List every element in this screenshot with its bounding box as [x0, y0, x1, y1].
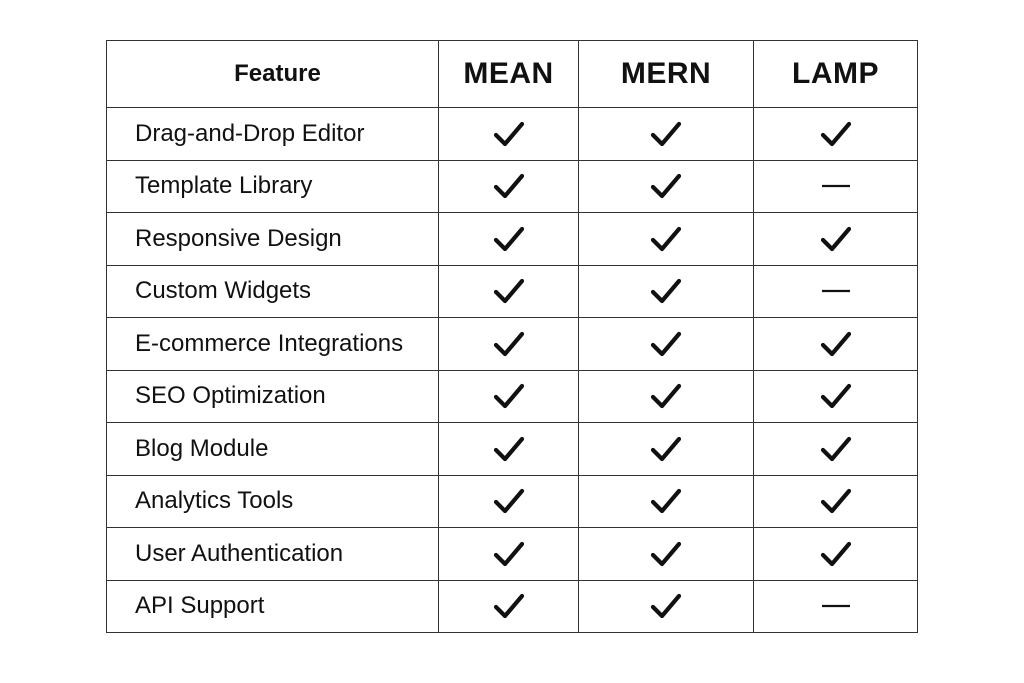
mern-support-cell: [579, 265, 754, 318]
mern-support-cell: [579, 160, 754, 213]
checkmark-icon: [649, 329, 683, 359]
mean-support-cell: [439, 528, 579, 581]
mern-support-cell: [579, 318, 754, 371]
mean-support-cell: [439, 160, 579, 213]
mern-support-cell: [579, 528, 754, 581]
checkmark-icon: [649, 591, 683, 621]
mern-support-cell: [579, 475, 754, 528]
mern-support-cell: [579, 213, 754, 266]
lamp-support-cell: [754, 318, 918, 371]
feature-name-cell: SEO Optimization: [107, 370, 439, 423]
mean-support-cell: [439, 213, 579, 266]
checkmark-icon: [492, 381, 526, 411]
feature-name-cell: User Authentication: [107, 528, 439, 581]
table-row: [107, 265, 918, 318]
checkmark-icon: [819, 434, 853, 464]
checkmark-icon: [819, 539, 853, 569]
mern-support-cell: [579, 108, 754, 161]
mean-support-cell: [439, 423, 579, 476]
header-mern: MERN: [579, 41, 754, 108]
checkmark-icon: [819, 329, 853, 359]
mean-support-cell: [439, 475, 579, 528]
lamp-support-cell: [754, 160, 918, 213]
lamp-support-cell: [754, 528, 918, 581]
feature-name-cell: Blog Module: [107, 423, 439, 476]
mean-support-cell: [439, 318, 579, 371]
table-row: [107, 370, 918, 423]
header-row: [107, 41, 918, 108]
feature-name-cell: Drag-and-Drop Editor: [107, 108, 439, 161]
dash-icon: [819, 171, 853, 201]
checkmark-icon: [819, 119, 853, 149]
header-mean: MEAN: [439, 41, 579, 108]
header-lamp: LAMP: [754, 41, 918, 108]
lamp-support-cell: [754, 108, 918, 161]
mern-support-cell: [579, 370, 754, 423]
lamp-support-cell: [754, 265, 918, 318]
mean-support-cell: [439, 265, 579, 318]
header-feature: Feature: [107, 41, 439, 108]
checkmark-icon: [649, 276, 683, 306]
checkmark-icon: [492, 329, 526, 359]
lamp-support-cell: [754, 370, 918, 423]
mean-support-cell: [439, 108, 579, 161]
table-row: [107, 318, 918, 371]
checkmark-icon: [492, 539, 526, 569]
checkmark-icon: [649, 486, 683, 516]
checkmark-icon: [819, 224, 853, 254]
checkmark-icon: [819, 486, 853, 516]
lamp-support-cell: [754, 475, 918, 528]
lamp-support-cell: [754, 213, 918, 266]
table-row: [107, 423, 918, 476]
checkmark-icon: [649, 434, 683, 464]
table-row: [107, 475, 918, 528]
checkmark-icon: [492, 171, 526, 201]
stack-comparison-table: [106, 40, 918, 633]
feature-name-cell: E-commerce Integrations: [107, 318, 439, 371]
table-row: [107, 528, 918, 581]
mern-support-cell: [579, 423, 754, 476]
table-row: [107, 160, 918, 213]
checkmark-icon: [649, 539, 683, 569]
feature-name-cell: API Support: [107, 580, 439, 633]
dash-icon: [819, 591, 853, 621]
checkmark-icon: [649, 224, 683, 254]
checkmark-icon: [819, 381, 853, 411]
lamp-support-cell: [754, 580, 918, 633]
checkmark-icon: [492, 224, 526, 254]
lamp-support-cell: [754, 423, 918, 476]
checkmark-icon: [649, 381, 683, 411]
checkmark-icon: [492, 486, 526, 516]
checkmark-icon: [649, 119, 683, 149]
feature-name-cell: Custom Widgets: [107, 265, 439, 318]
checkmark-icon: [492, 591, 526, 621]
mean-support-cell: [439, 580, 579, 633]
comparison-table-container: [106, 40, 918, 633]
checkmark-icon: [649, 171, 683, 201]
table-row: [107, 580, 918, 633]
table-body: [107, 108, 918, 633]
mern-support-cell: [579, 580, 754, 633]
dash-icon: [819, 276, 853, 306]
mean-support-cell: [439, 370, 579, 423]
checkmark-icon: [492, 276, 526, 306]
checkmark-icon: [492, 434, 526, 464]
feature-name-cell: Template Library: [107, 160, 439, 213]
table-row: [107, 108, 918, 161]
feature-name-cell: Responsive Design: [107, 213, 439, 266]
feature-name-cell: Analytics Tools: [107, 475, 439, 528]
table-row: [107, 213, 918, 266]
checkmark-icon: [492, 119, 526, 149]
